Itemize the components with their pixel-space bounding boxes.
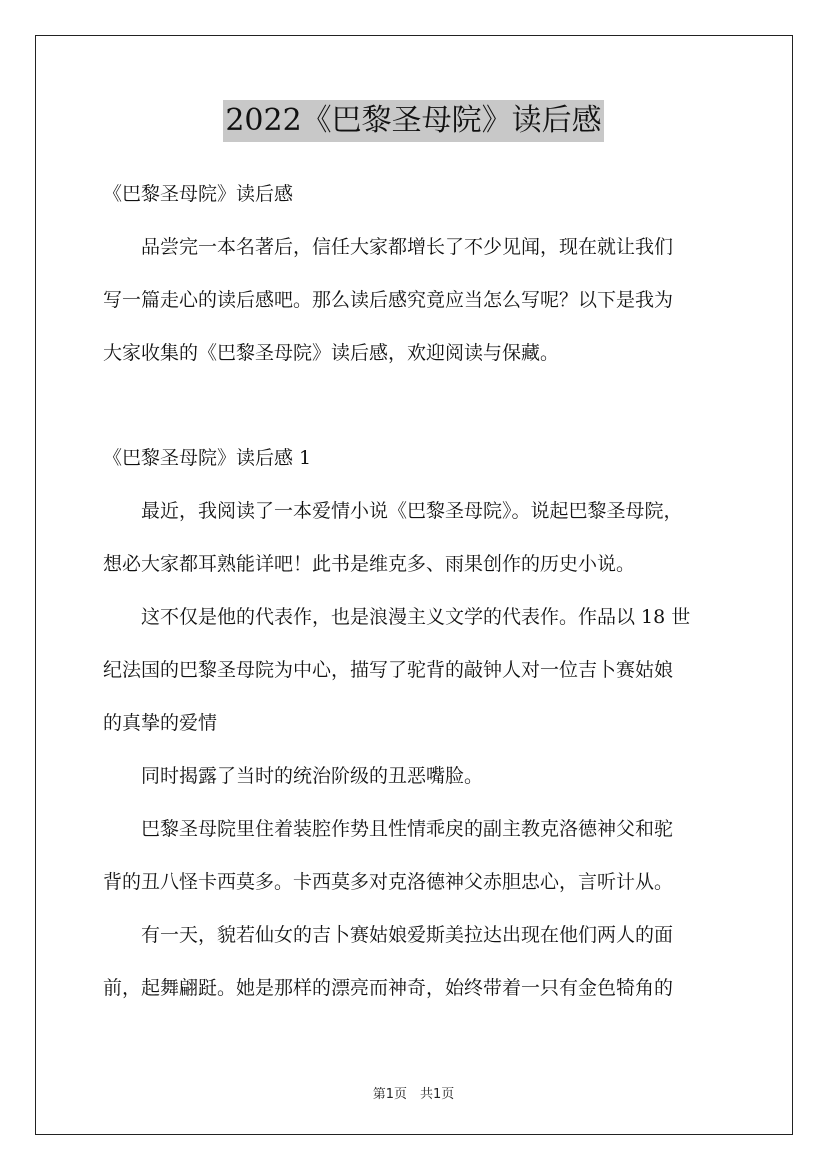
paragraph-line: 这不仅是他的代表作，也是浪漫主义文学的代表作。作品以 18 世 (103, 606, 691, 628)
document-body (103, 176, 733, 1007)
intro-heading: 《巴黎圣母院》读后感 (103, 183, 294, 205)
paragraph-line: 同时揭露了当时的统治阶级的丑恶嘴脸。 (103, 765, 484, 787)
document-title-container (0, 100, 827, 142)
paragraph-line: 想必大家都耳熟能详吧！此书是维克多、雨果创作的历史小说。 (103, 553, 636, 575)
paragraph-line: 最近，我阅读了一本爱情小说《巴黎圣母院》。说起巴黎圣母院， (103, 500, 683, 522)
page-number-footer: 第1页 共1页 (372, 1087, 455, 1102)
paragraph-line: 纪法国的巴黎圣母院为中心，描写了驼背的敲钟人对一位吉卜赛姑娘 (103, 659, 674, 681)
paragraph-line: 大家收集的《巴黎圣母院》读后感，欢迎阅读与保藏。 (103, 342, 560, 364)
section-heading: 《巴黎圣母院》读后感 1 (103, 447, 312, 469)
paragraph-line: 背的丑八怪卡西莫多。卡西莫多对克洛德神父赤胆忠心，言听计从。 (103, 871, 674, 893)
paragraph-line: 巴黎圣母院里住着装腔作势且性情乖戾的副主教克洛德神父和驼 (103, 818, 674, 840)
document-title: 2022《巴黎圣母院》读后感 (223, 100, 603, 142)
paragraph-line: 写一篇走心的读后感吧。那么读后感究竟应当怎么写呢？以下是我为 (103, 289, 674, 311)
paragraph-line: 前，起舞翩跹。她是那样的漂亮而神奇，始终带着一只有金色犄角的 (103, 977, 674, 999)
paragraph-line: 有一天，貌若仙女的吉卜赛姑娘爱斯美拉达出现在他们两人的面 (103, 924, 674, 946)
paragraph-line: 品尝完一本名著后，信任大家都增长了不少见闻，现在就让我们 (103, 236, 674, 258)
paragraph-line: 的真挚的爱情 (103, 712, 218, 734)
